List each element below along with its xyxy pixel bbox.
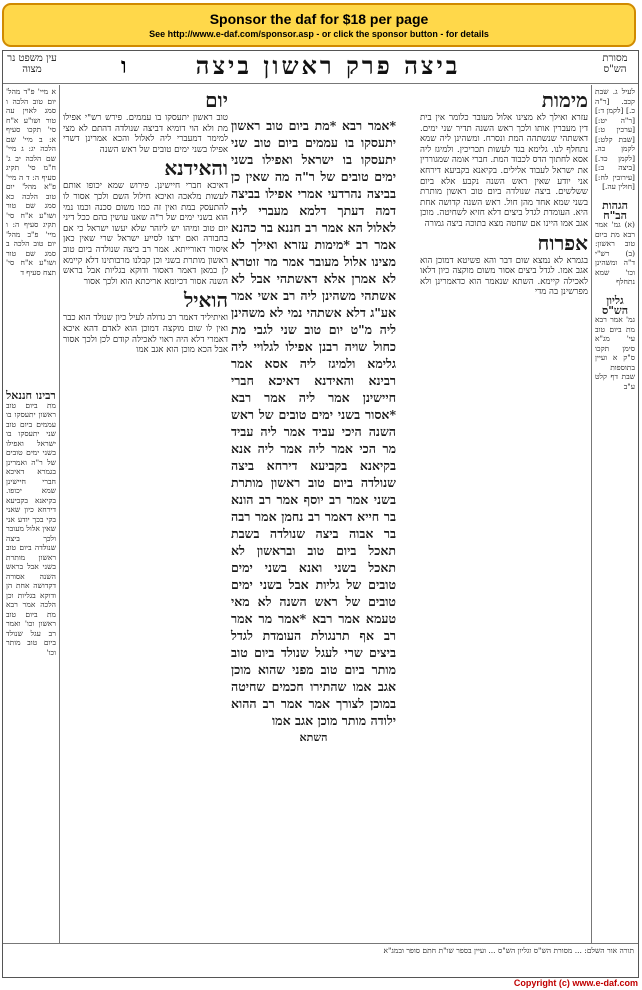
daf-number: ו <box>121 53 127 79</box>
copyright-notice: Copyright (c) www.e-daf.com <box>513 978 638 988</box>
hagahot-text: (א) גמ' אמר רבא מת ביום טוב ראשון: (ב) רש"י ד"ה ומשהינן וכו' שמא נתחלף <box>595 220 635 286</box>
gilyon-title: גליון הש"ס <box>601 294 629 317</box>
tosafot-text: דאיכא חברי חיישינן. פירוש שמא יכופו אותם לעשות מלאכה ואיכא חילול השם ולכך אסור לו להתעסק במת ואין זה כמו משום סכנה וכמו נמי הוא בשני ימים של ר"ה שאנו עושין בהם ככל דיני יום טוב ומיהו יש ליזהר שלא יעשו ישראל כי אם בחבורה ואם ירצו לסייע ישראל שרי שאין כאן איסור דאורייתא. אמר רב ביצה שנולדה ביום טוב ראשון מותרת בשני וכן קבלנו מרבותינו דלא קיימא לן כמאן דאמר דאסור ודוקא בגליות אבל בראש השנה אסור דכיומא אריכתא הוא ולכך אסור <box>63 181 228 287</box>
rabbeinu-chananel-text: מת ביום טוב ראשון יתעסקו בו עממים ביום טוב שני יתעסקו בו ישראל ואפילו בשני ימים טובים של ר"ה ואמרינן בגמרא דאיכא חברי חיישינן שמא יכופו. בקיאנא בקביעא דירחא כיון שאני בקי בכך יודע אני שאין אלול מעובר ולכך ביצה שנולדה ביום טוב ראשון מותרת בשני אבל בראש השנה אסורה דקדושה אחת הן ודוקא בגליות וכן הלכה אמר רבא מת ביום טוב ראשון וכו' ואמר רב עגל שנולד ביום טוב מותר וכו' <box>6 400 56 657</box>
header-rule <box>3 83 638 84</box>
rabbeinu-chananel-column <box>6 391 56 941</box>
footer-rule <box>3 943 638 944</box>
gemara-opening: *אמר רבא *מת ביום טוב ראשון יתעסקו בו עממים ביום טוב שני יתעסקו בו ישראל ואפילו בשני ימים טובים של ר"ה מה שאין כן בביצה נהרדעי אמרי אפילו בביצה דמה דעתך דלמא מעברי ליה לאלול הא אמר רב חננא בר כהנא אמר רב *מימות עזרא ואילך לא מצינו אלול מעובר אמר מר זוטרא לא אמרן אלא דאשתהי אבל לא אשתהי משהינן ליה רב אשי אמר אע"ג דלא אשתהי נמי לא משהינן ליה מ"ט יום טוב שני לגבי מת כחול שויה רבנן אפילו לגלויי ליה גלימא ולמיגז ליה אסא אמר רבינא והאידנא דאיכא חברי חיישינן <box>231 118 396 405</box>
rashi-opening-word: מימות <box>541 88 588 112</box>
tractate-chapter-title: ביצה פרק ראשון ביצה <box>195 51 461 80</box>
mesoret-notes: לעיל ג. שבת קכב. [ר"ה כ.] [לקמן ד:] [ר"ה יט:] [ערכין ט:] [שבת קלט:] לקמן כה. [לקמן כד.] [ביצה ב:] [עירובין לח:] [חולין עה.] <box>595 87 635 191</box>
tosafot-opening-word: יום <box>205 88 228 112</box>
tosafot-second-word: והאידנא <box>164 156 228 181</box>
rashi-second-word: אפרוח <box>537 230 588 255</box>
rashi-text-2: בגמרא לא נמצא שום דבר והא פשיטא דמוכן הוא אגב אמו. לגדל ביצים אסור משום מוקצה כיון דלאו לאכילה קיימא. השתא שנאמר הוא כדאמרינן ולא מפרשינן בה מדי <box>420 255 588 298</box>
rabbeinu-chananel-title: רבינו חננאל <box>6 389 56 402</box>
talmud-page <box>2 50 639 978</box>
left-margin-rule <box>59 85 60 943</box>
tosafot-intro: טוב ראשון יתעסקו בו עממים. פירש רש"י אפילו מת ולא הוי דומיא דביצה שנולדה דהתם לא מצי למימר דמעברי ליה לאלול והכא אמרינן דשרי אפילו בשני ימים טובים של ראש השנה <box>63 113 228 155</box>
ein-mishpat-header-label: עין משפט נר מצוה <box>7 53 57 75</box>
tosafot-column <box>63 87 228 942</box>
gemara-text <box>231 117 396 744</box>
page-footer-notes: תורה אור השלם: ... מסורת הש"ס וגליון הש"ס ... ועיין בספר שו"ת חתם סופר ובמג"א <box>383 946 634 955</box>
sponsor-title: Sponsor the daf for $18 per page <box>209 11 429 27</box>
right-margin-rule <box>591 85 592 943</box>
gilyon-text: גמ' אמר רבא מת ביום טוב עי' מג"א סימן תקכו ס"ק א ועיין בתוספות שבת דף קלט ע"ב <box>595 315 635 391</box>
gemara-body: אמר ליה אמר רבא *אסור בשני ימים טובים של ראש השנה היכי עביד אמר ליה עביד מר הכי אמר ליה אמר ליה אנא בקיאנא בקביעא דירחא ביצה שנולדה ביום טוב ראשון מותרת בשני אמר רב יוסף אמר רב הונא בר חייא דאמר רב נחמן אמר רבה בר אבוה ביצה שנולדה בשבת תאכל ביום טוב ובראשון לא תאכל בשני ואנא בשני ימים טובים של גליות אבל בשני ימים טובים של ראש השנה לא מאי טעמא אמר רבא *אמר מר אמר רב אף תרנגולת העומדת לגדל ביצים שרי לעגל שנולד ביום טוב מותר ביום טוב מפני שהוא מוכן אגב אמו שהתירו חכמים שחיטה במוכן לצורך אמר אמר רב ההוא ילודה מותר מוכן אגב אמו <box>231 390 396 728</box>
mesoret-header-label: מסורת הש"ס <box>602 53 628 75</box>
sponsor-subtitle: See http://www.e-daf.com/sponsor.asp - or click the sponsor button - for details <box>149 29 489 39</box>
ein-mishpat-notes: א מיי' פ"ד מהל' יום טוב הלכה ו סמג לאוין עה טור ושו"ע א"ח סי' תקכו סעיף א: ב מיי' שם הלכה יג: ג מיי' שם הלכה יב ג' ח"מ סי' תקיג סעיף ה: ד ה מיי' פ"א מהל' יום טוב הלכה כא סמג שם טור ושו"ע א"ח סי' תקיג סעיף ה: ו מיי' פ"ב מהל' יום טוב הלכה ב סמג שם טור ושו"ע א"ח סי' תצח סעיף ד <box>6 87 56 277</box>
page-header <box>3 51 638 83</box>
rashi-text: עזרא ואילך לא מצינו אלול מעובר כלומר אין בית דין מעברין אותו ולכך ראש השנה תדיר שני ימים. דאשתהי שנשתהה המת ונסרח. ומשהינן ליה שמא נתחלף לנו. גלימא בגד לעשות תכריכין. ולמיגז ליה אסא לחתוך הדס לכבוד המת. חברי אומה שמגוררין את ישראל לעבוד אלילים. בקיאנא בקביעא דירחא אני יודע שאין ראש השנה נקבע אלא ביום ששלשים. ביצה שנולדה ביום טוב ראשון מותרת בשני שמא אחד מהן חול. ראש השנה קדושה אחת היא. העומדת לגדל ביצים דלא חזיא לשחיטה. מוכן אגב אמו היינו אם שחטה מצא בתוכה ביצה גמורה <box>420 113 588 229</box>
hagahot-title: הגהות הב"ח <box>602 199 628 222</box>
gemara-section-word: השתא <box>299 731 328 744</box>
sponsor-banner[interactable] <box>2 3 636 47</box>
rashi-column <box>420 87 588 942</box>
tosafot-text-2: ואיתיליד דאמר רב גדולה לעיל כיון שנולד הוא כבר ואין לו שום מוקצה דמוכן הוא לאדם דהא איכא דאמרי דלא היה ראוי לאכילה קודם לכן ולכך אסור אבל הכא מוכן הוא אגב אמו <box>63 313 228 356</box>
tosafot-third-word: הואיל <box>183 288 228 313</box>
ein-mishpat-margin <box>6 87 56 387</box>
mesoret-hashas-margin <box>595 87 635 942</box>
